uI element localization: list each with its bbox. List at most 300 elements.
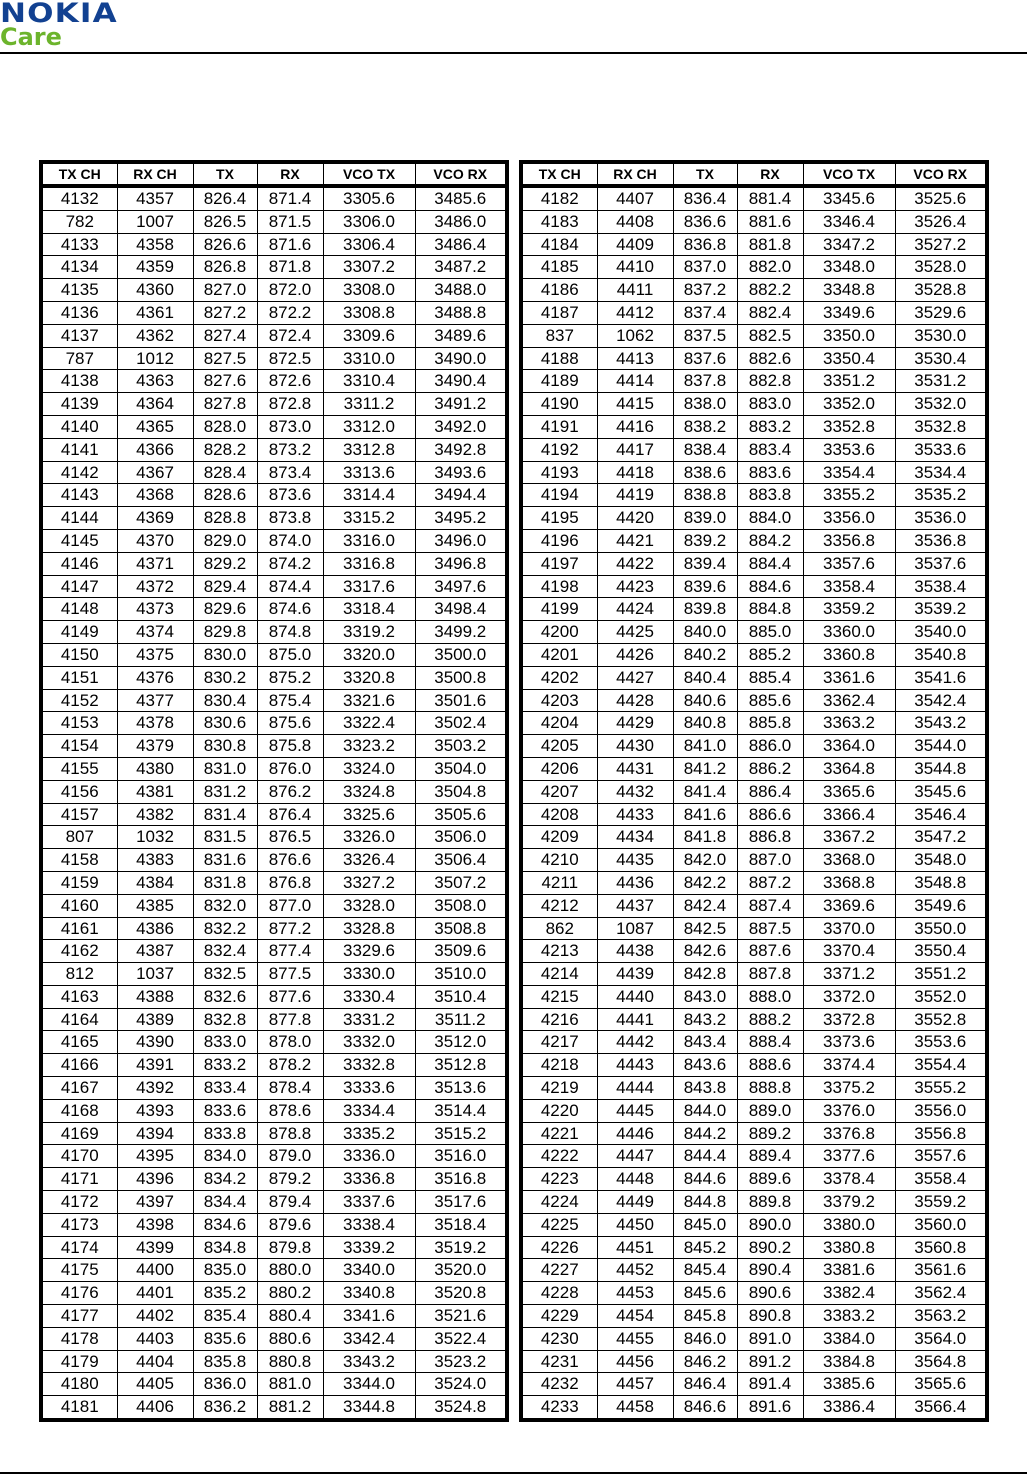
table-cell: 3341.6 <box>323 1305 415 1328</box>
table-cell: 831.0 <box>193 757 257 780</box>
table-cell: 3330.0 <box>323 963 415 986</box>
table-cell: 4199 <box>521 598 597 621</box>
table-cell: 3336.8 <box>323 1168 415 1191</box>
table-cell: 885.2 <box>737 643 803 666</box>
table-cell: 3340.8 <box>323 1282 415 1305</box>
table-cell: 3489.6 <box>415 324 507 347</box>
table-cell: 842.8 <box>673 963 737 986</box>
table-cell: 837.6 <box>673 347 737 370</box>
table-cell: 3342.4 <box>323 1327 415 1350</box>
table-cell: 3353.6 <box>803 438 895 461</box>
table-cell: 829.2 <box>193 552 257 575</box>
table-cell: 3511.2 <box>415 1008 507 1031</box>
table-cell: 844.0 <box>673 1099 737 1122</box>
table-cell: 4143 <box>41 484 117 507</box>
table-row <box>41 1054 507 1077</box>
table-cell: 4208 <box>521 803 597 826</box>
table-cell: 4161 <box>41 917 117 940</box>
table-cell: 3564.8 <box>895 1350 987 1373</box>
table-cell: 3552.0 <box>895 985 987 1008</box>
table-cell: 836.4 <box>673 186 737 210</box>
table-cell: 842.0 <box>673 849 737 872</box>
table-cell: 4162 <box>41 940 117 963</box>
table-cell: 4402 <box>117 1305 193 1328</box>
table-cell: 3495.2 <box>415 507 507 530</box>
table-cell: 3516.8 <box>415 1168 507 1191</box>
table-cell: 890.2 <box>737 1236 803 1259</box>
table-cell: 828.4 <box>193 461 257 484</box>
table-cell: 3354.4 <box>803 461 895 484</box>
table-cell: 4142 <box>41 461 117 484</box>
table-cell: 3326.4 <box>323 849 415 872</box>
table-cell: 4156 <box>41 780 117 803</box>
table-cell: 876.0 <box>257 757 323 780</box>
table-cell: 840.2 <box>673 643 737 666</box>
table-cell: 842.4 <box>673 894 737 917</box>
table-cell: 3510.0 <box>415 963 507 986</box>
table-cell: 4416 <box>597 415 673 438</box>
table-cell: 3516.0 <box>415 1145 507 1168</box>
table-cell: 886.4 <box>737 780 803 803</box>
table-cell: 883.8 <box>737 484 803 507</box>
table-cell: 3374.4 <box>803 1054 895 1077</box>
table-cell: 831.4 <box>193 803 257 826</box>
table-cell: 888.6 <box>737 1054 803 1077</box>
table-cell: 4211 <box>521 871 597 894</box>
table-cell: 3534.4 <box>895 461 987 484</box>
table-cell: 4357 <box>117 186 193 210</box>
table-cell: 862 <box>521 917 597 940</box>
table-cell: 840.4 <box>673 666 737 689</box>
table-cell: 3305.6 <box>323 186 415 210</box>
table-cell: 4201 <box>521 643 597 666</box>
table-cell: 3311.2 <box>323 393 415 416</box>
table-cell: 4454 <box>597 1305 673 1328</box>
table-cell: 3375.2 <box>803 1077 895 1100</box>
table-cell: 4391 <box>117 1054 193 1077</box>
table-row <box>521 370 987 393</box>
table-cell: 3306.0 <box>323 210 415 233</box>
table-cell: 3338.4 <box>323 1213 415 1236</box>
table-cell: 3321.6 <box>323 689 415 712</box>
table-cell: 3346.4 <box>803 210 895 233</box>
table-cell: 872.0 <box>257 279 323 302</box>
table-cell: 3555.2 <box>895 1077 987 1100</box>
table-cell: 873.2 <box>257 438 323 461</box>
table-cell: 4233 <box>521 1396 597 1420</box>
table-cell: 890.6 <box>737 1282 803 1305</box>
table-row <box>521 621 987 644</box>
table-row <box>41 461 507 484</box>
table-cell: 886.2 <box>737 757 803 780</box>
table-cell: 3532.8 <box>895 415 987 438</box>
table-cell: 882.5 <box>737 324 803 347</box>
table-cell: 844.2 <box>673 1122 737 1145</box>
table-cell: 3542.4 <box>895 689 987 712</box>
table-cell: 3518.4 <box>415 1213 507 1236</box>
table-cell: 889.2 <box>737 1122 803 1145</box>
table-cell: 843.8 <box>673 1077 737 1100</box>
table-row <box>521 712 987 735</box>
table-cell: 885.0 <box>737 621 803 644</box>
table-cell: 3351.2 <box>803 370 895 393</box>
table-cell: 3333.6 <box>323 1077 415 1100</box>
table-row <box>521 871 987 894</box>
table-row <box>41 484 507 507</box>
table-cell: 4226 <box>521 1236 597 1259</box>
table-row <box>41 1350 507 1373</box>
table-cell: 3523.2 <box>415 1350 507 1373</box>
table-cell: 3551.2 <box>895 963 987 986</box>
table-cell: 4232 <box>521 1373 597 1396</box>
table-cell: 4152 <box>41 689 117 712</box>
table-cell: 3378.4 <box>803 1168 895 1191</box>
table-cell: 845.6 <box>673 1282 737 1305</box>
table-cell: 807 <box>41 826 117 849</box>
table-cell: 843.0 <box>673 985 737 1008</box>
table-cell: 3310.4 <box>323 370 415 393</box>
table-cell: 3384.8 <box>803 1350 895 1373</box>
table-cell: 889.0 <box>737 1099 803 1122</box>
table-cell: 882.4 <box>737 301 803 324</box>
table-cell: 877.0 <box>257 894 323 917</box>
table-cell: 3536.8 <box>895 529 987 552</box>
table-cell: 3360.8 <box>803 643 895 666</box>
table-cell: 4221 <box>521 1122 597 1145</box>
table-cell: 4132 <box>41 186 117 210</box>
table-row <box>521 849 987 872</box>
table-cell: 3519.2 <box>415 1236 507 1259</box>
table-cell: 4387 <box>117 940 193 963</box>
table-row <box>41 1396 507 1420</box>
table-row <box>521 393 987 416</box>
table-cell: 832.6 <box>193 985 257 1008</box>
table-cell: 880.0 <box>257 1259 323 1282</box>
table-cell: 1087 <box>597 917 673 940</box>
table-cell: 4379 <box>117 735 193 758</box>
table-row <box>521 461 987 484</box>
table-row <box>41 1213 507 1236</box>
table-cell: 875.8 <box>257 735 323 758</box>
table-cell: 842.6 <box>673 940 737 963</box>
table-cell: 4422 <box>597 552 673 575</box>
table-cell: 3560.0 <box>895 1213 987 1236</box>
table-row <box>41 438 507 461</box>
table-cell: 879.8 <box>257 1236 323 1259</box>
table-cell: 3337.6 <box>323 1191 415 1214</box>
table-cell: 4372 <box>117 575 193 598</box>
table-cell: 3487.2 <box>415 256 507 279</box>
table-cell: 4194 <box>521 484 597 507</box>
channel-table-right <box>519 160 989 1422</box>
table-cell: 4364 <box>117 393 193 416</box>
table-cell: 880.2 <box>257 1282 323 1305</box>
table-row <box>521 1373 987 1396</box>
table-cell: 834.6 <box>193 1213 257 1236</box>
table-cell: 4206 <box>521 757 597 780</box>
table-cell: 874.8 <box>257 621 323 644</box>
table-cell: 787 <box>41 347 117 370</box>
table-cell: 833.0 <box>193 1031 257 1054</box>
table-cell: 883.6 <box>737 461 803 484</box>
table-row <box>41 598 507 621</box>
table-cell: 3540.0 <box>895 621 987 644</box>
table-cell: 838.6 <box>673 461 737 484</box>
table-cell: 3323.2 <box>323 735 415 758</box>
table-cell: 831.5 <box>193 826 257 849</box>
table-cell: 3498.4 <box>415 598 507 621</box>
table-cell: 3324.0 <box>323 757 415 780</box>
table-cell: 3316.0 <box>323 529 415 552</box>
table-cell: 884.2 <box>737 529 803 552</box>
table-cell: 4421 <box>597 529 673 552</box>
table-cell: 3328.0 <box>323 894 415 917</box>
table-cell: 3566.4 <box>895 1396 987 1420</box>
table-cell: 827.4 <box>193 324 257 347</box>
table-cell: 4213 <box>521 940 597 963</box>
table-row <box>41 1077 507 1100</box>
table-cell: 889.6 <box>737 1168 803 1191</box>
table-cell: 4191 <box>521 415 597 438</box>
table-cell: 4411 <box>597 279 673 302</box>
table-row <box>521 1099 987 1122</box>
table-cell: 3352.0 <box>803 393 895 416</box>
table-cell: 3352.8 <box>803 415 895 438</box>
table-cell: 4441 <box>597 1008 673 1031</box>
table-cell: 3377.6 <box>803 1145 895 1168</box>
table-cell: 4198 <box>521 575 597 598</box>
table-cell: 4205 <box>521 735 597 758</box>
table-cell: 4435 <box>597 849 673 872</box>
table-row <box>521 1145 987 1168</box>
table-cell: 3385.6 <box>803 1373 895 1396</box>
table-cell: 891.0 <box>737 1327 803 1350</box>
table-cell: 3499.2 <box>415 621 507 644</box>
table-cell: 4406 <box>117 1396 193 1420</box>
table-cell: 4184 <box>521 233 597 256</box>
table-cell: 1037 <box>117 963 193 986</box>
table-cell: 4173 <box>41 1213 117 1236</box>
table-row <box>41 210 507 233</box>
table-cell: 3543.2 <box>895 712 987 735</box>
table-row <box>521 666 987 689</box>
table-cell: 4386 <box>117 917 193 940</box>
table-cell: 4451 <box>597 1236 673 1259</box>
table-cell: 3529.6 <box>895 301 987 324</box>
table-cell: 3504.0 <box>415 757 507 780</box>
table-cell: 3344.8 <box>323 1396 415 1420</box>
table-cell: 3512.8 <box>415 1054 507 1077</box>
table-cell: 3488.8 <box>415 301 507 324</box>
table-cell: 3563.2 <box>895 1305 987 1328</box>
table-row <box>41 757 507 780</box>
table-cell: 4363 <box>117 370 193 393</box>
table-row <box>41 393 507 416</box>
table-cell: 4419 <box>597 484 673 507</box>
table-cell: 3373.6 <box>803 1031 895 1054</box>
table-cell: 836.6 <box>673 210 737 233</box>
table-cell: 881.4 <box>737 186 803 210</box>
table-cell: 4146 <box>41 552 117 575</box>
table-cell: 3335.2 <box>323 1122 415 1145</box>
table-cell: 4382 <box>117 803 193 826</box>
table-cell: 4443 <box>597 1054 673 1077</box>
table-row <box>41 1122 507 1145</box>
header-divider <box>0 52 1027 54</box>
table-cell: 4449 <box>597 1191 673 1214</box>
table-cell: 831.2 <box>193 780 257 803</box>
table-cell: 4417 <box>597 438 673 461</box>
table-cell: 3488.0 <box>415 279 507 302</box>
table-row <box>41 301 507 324</box>
table-cell: 828.0 <box>193 415 257 438</box>
column-header: RX <box>737 162 803 186</box>
table-cell: 875.2 <box>257 666 323 689</box>
table-cell: 835.2 <box>193 1282 257 1305</box>
table-cell: 4160 <box>41 894 117 917</box>
table-cell: 845.0 <box>673 1213 737 1236</box>
table-cell: 841.6 <box>673 803 737 826</box>
table-row <box>41 621 507 644</box>
table-row <box>521 301 987 324</box>
table-cell: 882.0 <box>737 256 803 279</box>
table-row <box>521 324 987 347</box>
table-header-row <box>521 162 987 186</box>
table-cell: 3347.2 <box>803 233 895 256</box>
table-cell: 4414 <box>597 370 673 393</box>
table-row <box>41 256 507 279</box>
table-cell: 3557.6 <box>895 1145 987 1168</box>
table-cell: 3552.8 <box>895 1008 987 1031</box>
table-cell: 4207 <box>521 780 597 803</box>
table-cell: 3556.0 <box>895 1099 987 1122</box>
table-cell: 3327.2 <box>323 871 415 894</box>
table-cell: 3524.8 <box>415 1396 507 1420</box>
table-cell: 4138 <box>41 370 117 393</box>
table-cell: 846.2 <box>673 1350 737 1373</box>
table-cell: 826.6 <box>193 233 257 256</box>
table-row <box>41 963 507 986</box>
table-cell: 4154 <box>41 735 117 758</box>
table-cell: 839.8 <box>673 598 737 621</box>
table-row <box>41 917 507 940</box>
table-cell: 4155 <box>41 757 117 780</box>
table-cell: 3332.8 <box>323 1054 415 1077</box>
table-cell: 832.4 <box>193 940 257 963</box>
table-cell: 875.4 <box>257 689 323 712</box>
table-cell: 3360.0 <box>803 621 895 644</box>
table-cell: 4222 <box>521 1145 597 1168</box>
table-cell: 4361 <box>117 301 193 324</box>
table-cell: 843.6 <box>673 1054 737 1077</box>
table-cell: 837.8 <box>673 370 737 393</box>
table-cell: 3530.4 <box>895 347 987 370</box>
table-cell: 3508.8 <box>415 917 507 940</box>
table-row <box>521 1305 987 1328</box>
table-cell: 878.6 <box>257 1099 323 1122</box>
table-cell: 4163 <box>41 985 117 1008</box>
table-cell: 872.8 <box>257 393 323 416</box>
table-cell: 4149 <box>41 621 117 644</box>
table-cell: 4437 <box>597 894 673 917</box>
table-cell: 3545.6 <box>895 780 987 803</box>
table-cell: 812 <box>41 963 117 986</box>
table-cell: 4218 <box>521 1054 597 1077</box>
table-cell: 834.4 <box>193 1191 257 1214</box>
table-cell: 4431 <box>597 757 673 780</box>
table-cell: 882.6 <box>737 347 803 370</box>
table-cell: 826.5 <box>193 210 257 233</box>
table-row <box>41 347 507 370</box>
table-cell: 834.8 <box>193 1236 257 1259</box>
table-cell: 3379.2 <box>803 1191 895 1214</box>
table-cell: 3493.6 <box>415 461 507 484</box>
table-cell: 3528.0 <box>895 256 987 279</box>
column-header: VCO TX <box>323 162 415 186</box>
table-cell: 4373 <box>117 598 193 621</box>
table-cell: 3384.0 <box>803 1327 895 1350</box>
table-cell: 4174 <box>41 1236 117 1259</box>
table-cell: 4442 <box>597 1031 673 1054</box>
table-cell: 884.0 <box>737 507 803 530</box>
table-cell: 4180 <box>41 1373 117 1396</box>
table-row <box>521 1168 987 1191</box>
table-cell: 3558.4 <box>895 1168 987 1191</box>
table-cell: 3486.4 <box>415 233 507 256</box>
table-cell: 3307.2 <box>323 256 415 279</box>
table-cell: 3380.0 <box>803 1213 895 1236</box>
table-cell: 4214 <box>521 963 597 986</box>
table-cell: 4224 <box>521 1191 597 1214</box>
table-cell: 876.8 <box>257 871 323 894</box>
table-cell: 3328.8 <box>323 917 415 940</box>
table-cell: 4403 <box>117 1327 193 1350</box>
table-cell: 3319.2 <box>323 621 415 644</box>
table-cell: 4452 <box>597 1259 673 1282</box>
table-cell: 4133 <box>41 233 117 256</box>
table-cell: 3549.6 <box>895 894 987 917</box>
table-cell: 846.0 <box>673 1327 737 1350</box>
table-cell: 838.4 <box>673 438 737 461</box>
table-cell: 4399 <box>117 1236 193 1259</box>
table-cell: 888.8 <box>737 1077 803 1100</box>
table-cell: 4425 <box>597 621 673 644</box>
table-cell: 831.8 <box>193 871 257 894</box>
table-cell: 3372.8 <box>803 1008 895 1031</box>
table-cell: 4420 <box>597 507 673 530</box>
table-cell: 4396 <box>117 1168 193 1191</box>
table-cell: 3562.4 <box>895 1282 987 1305</box>
table-cell: 4453 <box>597 1282 673 1305</box>
table-cell: 4374 <box>117 621 193 644</box>
table-row <box>41 575 507 598</box>
table-cell: 3306.4 <box>323 233 415 256</box>
table-cell: 829.4 <box>193 575 257 598</box>
table-cell: 4183 <box>521 210 597 233</box>
table-cell: 4380 <box>117 757 193 780</box>
table-cell: 3345.6 <box>803 186 895 210</box>
table-cell: 833.6 <box>193 1099 257 1122</box>
table-cell: 4358 <box>117 233 193 256</box>
table-cell: 4219 <box>521 1077 597 1100</box>
table-cell: 3530.0 <box>895 324 987 347</box>
table-cell: 4145 <box>41 529 117 552</box>
table-cell: 877.8 <box>257 1008 323 1031</box>
table-cell: 872.4 <box>257 324 323 347</box>
table-cell: 4137 <box>41 324 117 347</box>
table-cell: 3356.8 <box>803 529 895 552</box>
table-cell: 3325.6 <box>323 803 415 826</box>
